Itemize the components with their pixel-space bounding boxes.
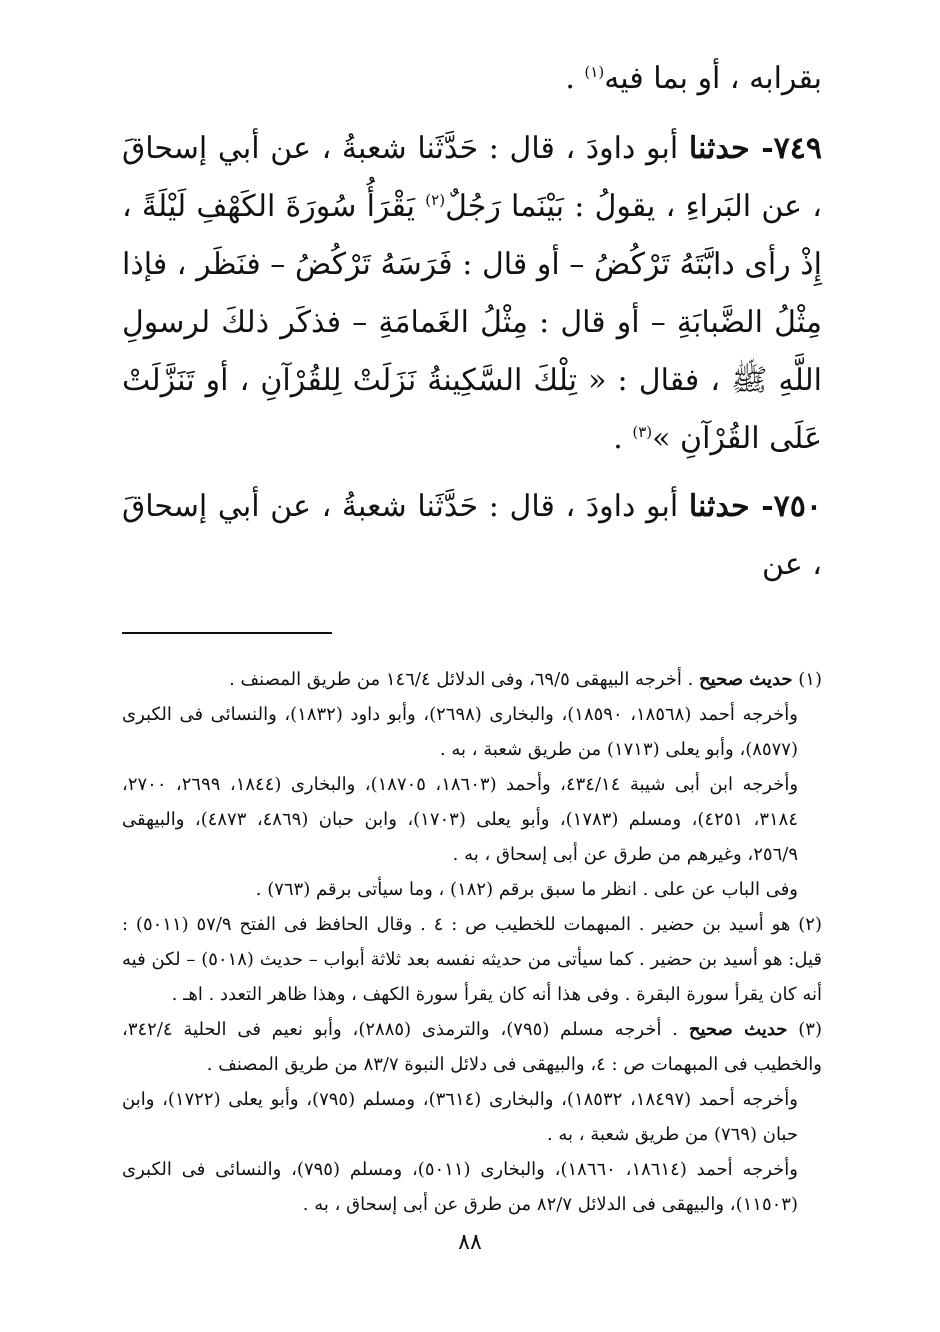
footnote-ref-2: (٢) [425, 191, 446, 209]
hadith-749-text-a: أبو داودَ ، قال : حَدَّثَنا شعبةُ ، عن أبي إسحاقَ ، عن البَراءِ ، يقولُ : بَيْنَما رَجُلٌ [122, 131, 822, 224]
continuation-end: . [565, 61, 585, 96]
footnote-1-para-4: وفى الباب عن على . انظر ما سبق برقم (١٨٢) ، وما سيأتى برقم (٧٦٣) . [255, 879, 798, 900]
footnote-3-number: (٣) [798, 1019, 822, 1040]
hadith-lead-750: حدثنا [688, 489, 762, 524]
footnote-ref-3: (٣) [632, 423, 653, 441]
page-number: ٨٨ [458, 1230, 482, 1255]
hadith-number-750: ٧٥٠- [761, 489, 822, 524]
hadith-number-749: ٧٤٩- [761, 131, 822, 166]
hadith-749-text-b: يَقْرَأُ سُورَةَ الكَهْفِ لَيْلَةً ، إِذْ رأى دابَّتَهُ تَرْكُضُ – أو قال : فَرَسَهُ تَرْكُضُ – فنَظَر ، فإذا مِثْلُ الضَّبابَةِ – أو قال : مِثْلُ الغَمامَةِ – فذكَر ذلكَ لرسولِ اللَّهِ ﷺ ، فقال : « تِلْكَ السَّكِينةُ نَزَلَتْ لِلقُرْآنِ ، أو تَنَزَّلَتْ عَلَى القُرْآنِ » [122, 189, 822, 456]
continuation-text: بقرابه ، أو بما فيه [604, 61, 822, 96]
footnote-1 [122, 662, 822, 697]
main-text [122, 50, 822, 594]
footnote-1-text: . أخرجه البيهقى ٦٩/٥، وفى الدلائل ١٤٦/٤ من طريق المصنف . [229, 669, 700, 690]
footnote-3 [122, 1012, 822, 1082]
continuation-line [122, 50, 822, 108]
hadith-750-text: أبو داودَ ، قال : حَدَّثَنا شعبةُ ، عن أبي إسحاقَ ، عن [122, 489, 822, 582]
footnote-separator [122, 632, 332, 634]
footnote-3-para-3: وأخرجه أحمد (١٨٦١٤، ١٨٦٦٠)، والبخارى (٥٠١١)، ومسلم (٧٩٥)، والنسائى فى الكبرى (١١٥٠٣)، والبيهقى فى الدلائل ٨٢/٧ من طرق عن أبى إسحاق ، به . [122, 1159, 798, 1215]
hadith-749 [122, 120, 822, 468]
footnote-3-status: حديث صحيح [688, 1019, 788, 1040]
footnote-1-number: (١) [798, 669, 822, 690]
footnotes [122, 662, 822, 1222]
footnote-3-text: . أخرجه مسلم (٧٩٥)، والترمذى (٢٨٨٥)، وأبو نعيم فى الحلية ٣٤٢/٤، والخطيب فى المبهمات ص : ٤، والبيهقى فى دلائل النبوة ٨٣/٧ من طريق المصنف . [122, 1019, 822, 1075]
hadith-750 [122, 478, 822, 594]
footnote-3-para-2: وأخرجه أحمد (١٨٤٩٧، ١٨٥٣٢)، والبخارى (٣٦١٤)، ومسلم (٧٩٥)، وأبو يعلى (١٧٢٢)، وابن حبان (٧٦٩) من طريق شعبة ، به . [122, 1089, 798, 1145]
footnote-1-para-3: وأخرجه ابن أبى شيبة ٤٣٤/١٤، وأحمد (١٨٦٠٣، ١٨٧٠٥)، والبخارى (١٨٤٤، ٢٦٩٩، ٢٧٠٠، ٣١٨٤، ٤٢٥١)، ومسلم (١٧٨٣)، وأبو يعلى (١٧٠٣)، وابن حبان (٤٨٦٩، ٤٨٧٣)، والبيهقى ٢٥٦/٩، وغيرهم من طرق عن أبى إسحاق ، به . [122, 774, 799, 865]
footnote-1-para-2: وأخرجه أحمد (١٨٥٦٨، ١٨٥٩٠)، والبخارى (٢٦٩٨)، وأبو داود (١٨٣٢)، والنسائى فى الكبرى (٨٥٧٧)، وأبو يعلى (١٧١٣) من طريق شعبة ، به . [122, 704, 799, 760]
footnote-2-text: هو أسيد بن حضير . المبهمات للخطيب ص : ٤ . وقال الحافظ فى الفتح ٥٧/٩ (٥٠١١) : قيل: هو أسيد بن حضير . كما سيأتى من حديثه نفسه بعد ثلاثة أبواب – حديث (٥٠١٨) – لكن فيه أنه كان يقرأ سورة البقرة . وفى هذا أنه كان يقرأ سورة الكهف ، وهذا ظاهر التعدد . اهـ . [122, 914, 822, 1005]
footnote-ref-1: (١) [584, 63, 605, 81]
footnote-1-status: حديث صحيح [699, 669, 793, 690]
hadith-lead-749: حدثنا [688, 131, 762, 166]
hadith-749-end: . [613, 421, 633, 456]
footnote-2-number: (٢) [798, 914, 822, 935]
footnote-2 [122, 907, 822, 1012]
